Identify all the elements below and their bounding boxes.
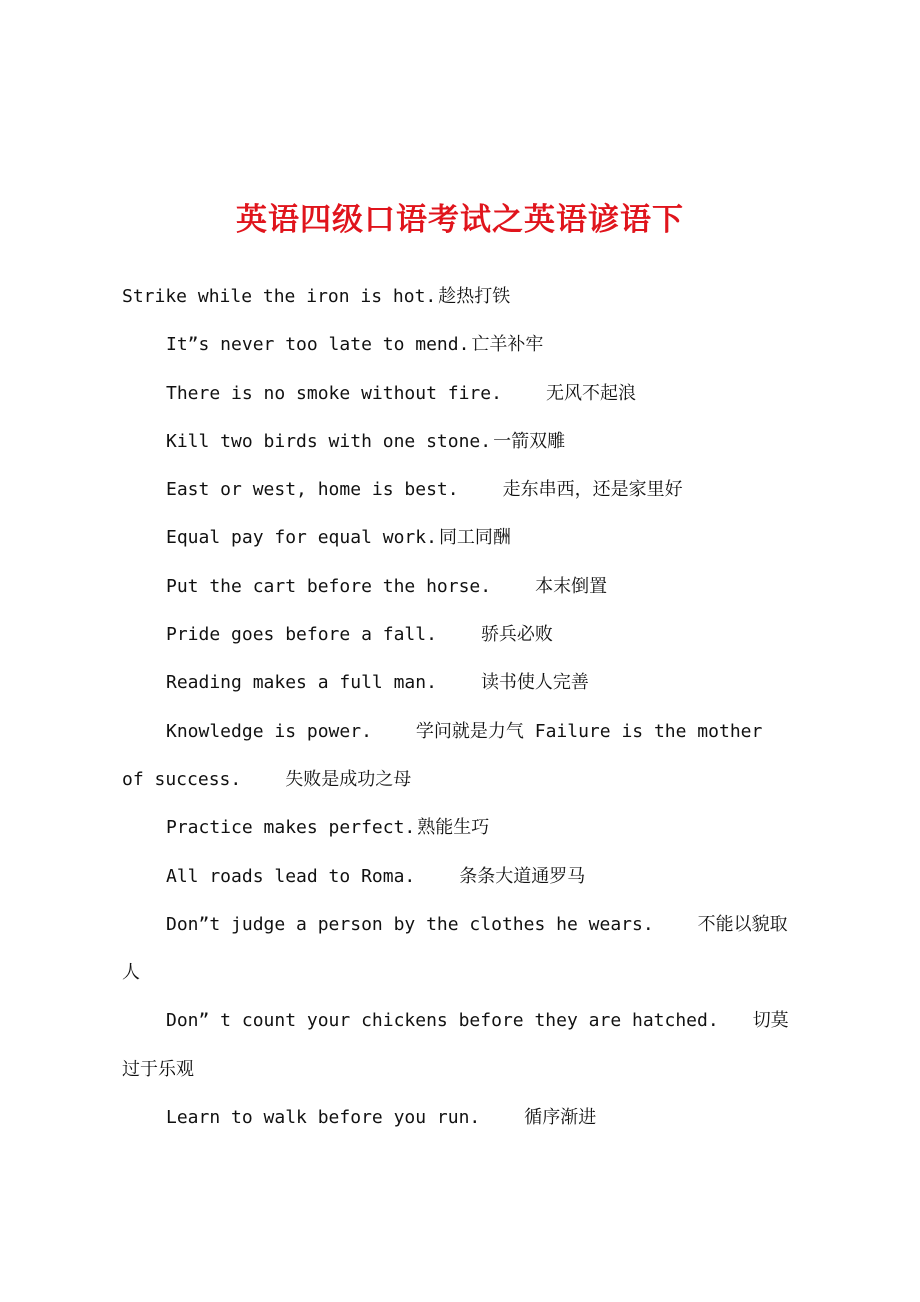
proverb-chinese: 循序渐进 (524, 1107, 597, 1129)
proverb-english: Kill two birds with one stone. (166, 430, 492, 452)
proverb-english: There is no smoke without fire. (166, 382, 502, 404)
proverb-chinese: 读书使人完善 (480, 672, 589, 694)
proverb-english: Strike while the iron is hot. (122, 286, 437, 307)
proverb-line (122, 379, 806, 427)
proverb-english: East or west, home is best. (166, 479, 459, 501)
proverb-english: Reading makes a full man. (166, 672, 437, 694)
document-title: 英语四级口语考试之英语谚语下 (236, 202, 684, 238)
proverb-line (122, 620, 806, 668)
proverb-english: Don”t judge a person by the clothes he wears. (166, 913, 654, 935)
proverb-chinese: 趁热打铁 (438, 286, 511, 307)
proverb-line (122, 1103, 806, 1151)
proverb-list (122, 282, 806, 1151)
proverb-line (122, 862, 806, 910)
proverb-english: All roads lead to Roma. (166, 865, 416, 887)
proverb-line (122, 910, 806, 958)
proverb-english: Put the cart before the horse. (166, 575, 492, 597)
proverb-english: Learn to walk before you run. (166, 1107, 481, 1129)
proverb-line-continued (122, 958, 806, 1006)
proverb-chinese: 过于乐观 (122, 1058, 194, 1080)
proverb-chinese: 失败是成功之母 (285, 768, 412, 790)
proverb-chinese: 亡羊补牢 (471, 334, 544, 356)
proverb-line (122, 717, 806, 765)
proverb-english: Pride goes before a fall. (166, 624, 437, 646)
proverb-english: It”s never too late to mend. (166, 334, 470, 356)
proverb-english: Practice makes perfect. (166, 817, 416, 839)
proverb-line (122, 813, 806, 861)
proverb-line (122, 572, 806, 620)
proverb-line-continued (122, 1055, 806, 1103)
proverb-line (122, 523, 806, 571)
proverb-line (122, 330, 806, 378)
proverb-line (122, 475, 806, 523)
proverb-chinese: 走东串西，还是家里好 (502, 479, 683, 501)
proverb-chinese: 同工同酬 (438, 527, 511, 549)
proverb-chinese: 人 (122, 962, 140, 984)
proverb-chinese: 切莫 (752, 1010, 789, 1032)
proverb-chinese: 骄兵必败 (480, 624, 553, 646)
proverb-chinese: 熟能生巧 (417, 817, 490, 839)
proverb-english: Equal pay for equal work. (166, 527, 437, 549)
proverb-english: Failure is the mother (534, 720, 763, 742)
proverb-chinese: 条条大道通罗马 (459, 865, 586, 887)
proverb-line (122, 1006, 806, 1054)
proverb-chinese: 无风不起浪 (545, 382, 636, 404)
proverb-chinese: 学问就是力气 (415, 720, 524, 742)
proverb-english: of success. (122, 768, 242, 790)
proverb-chinese: 本末倒置 (535, 575, 608, 597)
proverb-line-continued (122, 765, 806, 813)
proverb-chinese: 一箭双雕 (493, 430, 566, 452)
proverb-chinese: 不能以貌取 (697, 913, 788, 935)
proverb-english: Don” t count your chickens before they are hatched. (166, 1010, 719, 1032)
proverb-line (122, 282, 806, 330)
proverb-line (122, 427, 806, 475)
proverb-line (122, 668, 806, 716)
proverb-english: Knowledge is power. (166, 720, 372, 742)
